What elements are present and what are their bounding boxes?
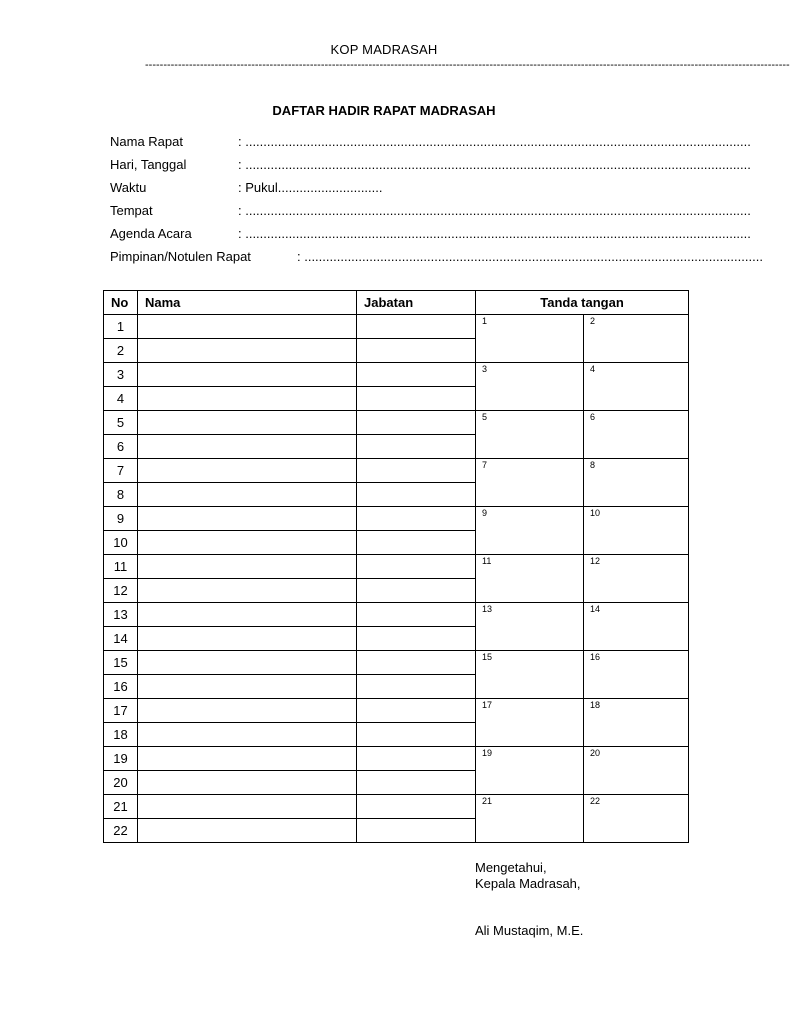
row-number: 17	[104, 699, 138, 723]
signature-cell[interactable]	[476, 651, 584, 699]
nama-cell[interactable]	[138, 411, 357, 435]
signature-cell[interactable]	[584, 363, 689, 411]
jabatan-cell[interactable]	[357, 771, 476, 795]
table-row	[104, 747, 689, 771]
signature-cell[interactable]	[584, 651, 689, 699]
signature-cell[interactable]	[476, 603, 584, 651]
info-label: Tempat	[110, 203, 153, 218]
row-number: 22	[104, 819, 138, 843]
nama-cell[interactable]	[138, 315, 357, 339]
info-row-pimpinan-notulen	[110, 248, 763, 271]
row-number: 6	[104, 435, 138, 459]
signature-cell[interactable]	[584, 507, 689, 555]
jabatan-cell[interactable]	[357, 507, 476, 531]
nama-cell[interactable]	[138, 459, 357, 483]
jabatan-cell[interactable]	[357, 411, 476, 435]
nama-cell[interactable]	[138, 771, 357, 795]
table-row	[104, 315, 689, 339]
signature-cell[interactable]	[584, 555, 689, 603]
nama-cell[interactable]	[138, 435, 357, 459]
info-label: Hari, Tanggal	[110, 157, 187, 172]
jabatan-cell[interactable]	[357, 603, 476, 627]
signature-cell[interactable]	[584, 747, 689, 795]
document-title: DAFTAR HADIR RAPAT MADRASAH	[272, 103, 496, 118]
letterhead-rule: --------------------------------------------------------------------------------------------------------------------------------------------------------------------------------	[145, 59, 790, 71]
signature-cell[interactable]	[584, 459, 689, 507]
signature-cell[interactable]	[584, 699, 689, 747]
jabatan-cell[interactable]	[357, 531, 476, 555]
nama-cell[interactable]	[138, 627, 357, 651]
row-number: 15	[104, 651, 138, 675]
signature-position: Kepala Madrasah,	[475, 876, 581, 891]
signature-cell[interactable]	[584, 795, 689, 843]
row-number: 5	[104, 411, 138, 435]
signature-acknowledge: Mengetahui,	[475, 860, 547, 875]
jabatan-cell[interactable]	[357, 339, 476, 363]
signature-number: 11	[482, 556, 492, 566]
attendance-table	[103, 290, 689, 843]
signature-cell[interactable]	[476, 411, 584, 459]
signature-cell[interactable]	[584, 411, 689, 459]
signature-number: 6	[590, 412, 596, 422]
nama-cell[interactable]	[138, 699, 357, 723]
info-value: : Pukul.............................	[238, 180, 383, 195]
row-number: 19	[104, 747, 138, 771]
signature-number: 5	[482, 412, 488, 422]
jabatan-cell[interactable]	[357, 483, 476, 507]
table-row	[104, 363, 689, 387]
signature-number: 16	[590, 652, 601, 662]
info-value: : ............................................................................................................................................	[238, 157, 751, 172]
nama-cell[interactable]	[138, 483, 357, 507]
table-row	[104, 555, 689, 579]
table-row	[104, 459, 689, 483]
info-value: : ............................................................................................................................................	[238, 134, 751, 149]
signature-number: 13	[482, 604, 493, 614]
jabatan-cell[interactable]	[357, 723, 476, 747]
nama-cell[interactable]	[138, 363, 357, 387]
signature-number: 3	[482, 364, 488, 374]
row-number: 12	[104, 579, 138, 603]
jabatan-cell[interactable]	[357, 579, 476, 603]
row-number: 13	[104, 603, 138, 627]
jabatan-cell[interactable]	[357, 627, 476, 651]
nama-cell[interactable]	[138, 651, 357, 675]
nama-cell[interactable]	[138, 555, 357, 579]
nama-cell[interactable]	[138, 603, 357, 627]
row-number: 1	[104, 315, 138, 339]
signature-cell[interactable]	[476, 459, 584, 507]
table-row	[104, 411, 689, 435]
row-number: 20	[104, 771, 138, 795]
jabatan-cell[interactable]	[357, 459, 476, 483]
row-number: 2	[104, 339, 138, 363]
jabatan-cell[interactable]	[357, 315, 476, 339]
table-row	[104, 603, 689, 627]
signature-number: 21	[482, 796, 493, 806]
row-number: 4	[104, 387, 138, 411]
jabatan-cell[interactable]	[357, 435, 476, 459]
nama-cell[interactable]	[138, 339, 357, 363]
signature-cell[interactable]	[476, 315, 584, 363]
signature-number: 10	[590, 508, 601, 518]
info-label: Agenda Acara	[110, 226, 192, 241]
signature-number: 9	[482, 508, 488, 518]
signature-cell[interactable]	[476, 363, 584, 411]
table-row	[104, 699, 689, 723]
info-value: : ...............................................................................................................................	[297, 249, 763, 264]
jabatan-cell[interactable]	[357, 795, 476, 819]
signature-cell[interactable]	[584, 603, 689, 651]
jabatan-cell[interactable]	[357, 651, 476, 675]
jabatan-cell[interactable]	[357, 747, 476, 771]
signature-block	[475, 860, 581, 892]
info-row-agenda-acara	[110, 225, 751, 248]
signature-number: 12	[590, 556, 601, 566]
signature-number: 18	[590, 700, 601, 710]
jabatan-cell[interactable]	[357, 555, 476, 579]
nama-cell[interactable]	[138, 675, 357, 699]
header-nama: Nama	[138, 291, 357, 315]
signature-cell[interactable]	[476, 699, 584, 747]
signature-number: 17	[482, 700, 493, 710]
nama-cell[interactable]	[138, 579, 357, 603]
signature-number: 15	[482, 652, 493, 662]
row-number: 14	[104, 627, 138, 651]
signature-cell[interactable]	[476, 747, 584, 795]
table-row	[104, 651, 689, 675]
info-row-tempat	[110, 202, 751, 225]
nama-cell[interactable]	[138, 531, 357, 555]
signature-cell[interactable]	[476, 555, 584, 603]
info-row-nama-rapat	[110, 133, 751, 156]
row-number: 16	[104, 675, 138, 699]
signatory-name: Ali Mustaqim, M.E.	[475, 923, 584, 938]
header-tanda-tangan: Tanda tangan	[476, 291, 689, 315]
nama-cell[interactable]	[138, 723, 357, 747]
jabatan-cell[interactable]	[357, 363, 476, 387]
meeting-info	[110, 133, 763, 271]
nama-cell[interactable]	[138, 747, 357, 771]
row-number: 8	[104, 483, 138, 507]
info-label: Waktu	[110, 180, 147, 195]
signature-number: 2	[590, 316, 596, 326]
signature-cell[interactable]	[476, 795, 584, 843]
table-row	[104, 795, 689, 819]
table-row	[104, 507, 689, 531]
attendance-body	[104, 315, 689, 843]
nama-cell[interactable]	[138, 507, 357, 531]
signature-cell[interactable]	[584, 315, 689, 363]
info-value: : ............................................................................................................................................	[238, 203, 751, 218]
nama-cell[interactable]	[138, 795, 357, 819]
row-number: 18	[104, 723, 138, 747]
info-value: : ............................................................................................................................................	[238, 226, 751, 241]
signature-number: 7	[482, 460, 488, 470]
signature-number: 8	[590, 460, 596, 470]
signature-number: 4	[590, 364, 596, 374]
nama-cell[interactable]	[138, 819, 357, 843]
row-number: 9	[104, 507, 138, 531]
table-header-row	[104, 291, 689, 315]
info-label: Pimpinan/Notulen Rapat	[110, 249, 251, 264]
nama-cell[interactable]	[138, 387, 357, 411]
info-label: Nama Rapat	[110, 134, 183, 149]
signature-number: 20	[590, 748, 601, 758]
row-number: 10	[104, 531, 138, 555]
jabatan-cell[interactable]	[357, 699, 476, 723]
signature-number: 14	[590, 604, 601, 614]
row-number: 3	[104, 363, 138, 387]
info-row-hari-tanggal	[110, 156, 751, 179]
jabatan-cell[interactable]	[357, 819, 476, 843]
letterhead-title: KOP MADRASAH	[330, 42, 438, 57]
signature-cell[interactable]	[476, 507, 584, 555]
jabatan-cell[interactable]	[357, 387, 476, 411]
jabatan-cell[interactable]	[357, 675, 476, 699]
signature-number: 19	[482, 748, 493, 758]
header-no: No	[104, 291, 138, 315]
row-number: 7	[104, 459, 138, 483]
row-number: 21	[104, 795, 138, 819]
signature-number: 1	[482, 316, 488, 326]
header-jabatan: Jabatan	[357, 291, 476, 315]
signature-number: 22	[590, 796, 601, 806]
info-row-waktu	[110, 179, 670, 202]
row-number: 11	[104, 555, 138, 579]
